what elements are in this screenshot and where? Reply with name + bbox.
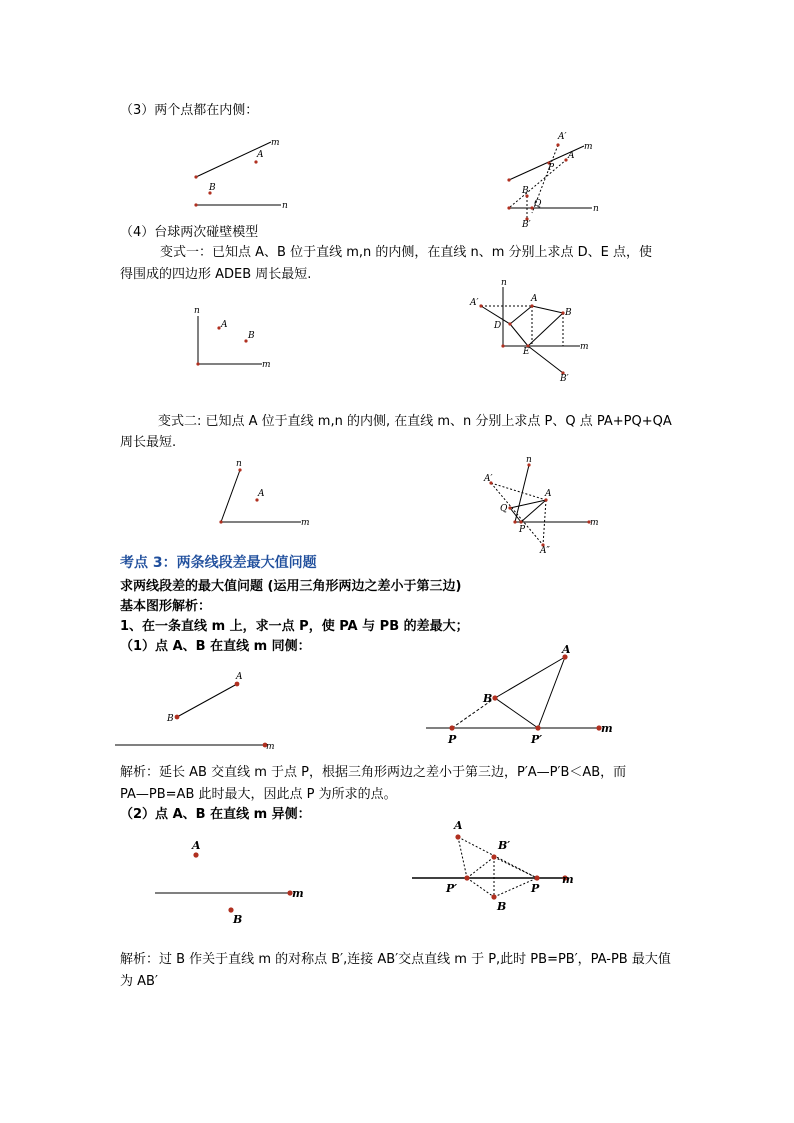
label-n: n xyxy=(236,459,242,469)
label-Q: Q xyxy=(534,199,542,209)
kaodian3-title: 考点 3：两条线段差最大值问题 xyxy=(120,555,317,571)
variant1-line1: 变式一：已知点 A、B 位于直线 m,n 的内侧，在直线 n、m 分别上求点 D、E 点，使 xyxy=(160,245,653,260)
label-n: n xyxy=(194,306,200,316)
label-P-prime: P′ xyxy=(446,882,458,895)
analysis2-line2: 为 AB′ xyxy=(120,974,158,989)
label-A: A xyxy=(454,819,463,832)
label-A: A xyxy=(192,839,201,852)
label-B: B xyxy=(209,183,216,193)
label-n: n xyxy=(501,278,507,288)
label-m: m xyxy=(601,722,613,735)
label-B: B xyxy=(497,900,507,913)
label-A-dprime: A″ xyxy=(540,546,550,556)
label-B-prime: B′ xyxy=(498,839,511,852)
analysis1-line1: 解析：延长 AB 交直线 m 于点 P，根据三角形两边之差小于第三边，P′A—P′B＜AB，而 xyxy=(120,765,627,780)
label-P: P xyxy=(448,733,457,746)
label-P: P xyxy=(519,525,526,535)
label-B: B xyxy=(565,308,572,318)
label-A-prime: A′ xyxy=(470,298,479,308)
label-m: m xyxy=(584,142,593,152)
label-P: P xyxy=(531,882,540,895)
label-n: n xyxy=(593,204,599,214)
label-B: B xyxy=(248,331,255,341)
label-m: m xyxy=(262,360,271,370)
label-B: B xyxy=(167,714,174,724)
label-B: B xyxy=(233,913,243,926)
label-A: A xyxy=(236,672,243,682)
case1-text: （1）点 A、B 在直线 m 同侧： xyxy=(120,639,311,654)
label-D: D xyxy=(494,321,502,331)
case4-heading: （4）台球两次碰壁模型 xyxy=(120,225,259,240)
analysis1-line2: PA—PB=AB 此时最大，因此点 P 为所求的点。 xyxy=(120,787,397,802)
label-A-prime: A′ xyxy=(558,132,567,142)
label-A: A xyxy=(221,320,228,330)
label-A: A xyxy=(562,643,571,656)
label-P-prime: P′ xyxy=(531,733,543,746)
case2-text: （2）点 A、B 在直线 m 异侧： xyxy=(120,807,311,822)
label-B-prime: B′ xyxy=(522,220,531,230)
label-m: m xyxy=(266,742,275,752)
label-A: A xyxy=(568,151,575,161)
item1-text: 1、在一条直线 m 上，求一点 P，使 PA 与 PB 的差最大； xyxy=(120,619,469,634)
label-Q: Q xyxy=(500,504,508,514)
label-m: m xyxy=(301,518,310,528)
basic-analysis: 基本图形解析： xyxy=(120,599,212,614)
label-B: B xyxy=(483,692,493,705)
label-A: A xyxy=(257,150,264,160)
label-P: P xyxy=(548,163,555,173)
variant2-line1: 变式二: 已知点 A 位于直线 m,n 的内侧, 在直线 m、n 分别上求点 P、Q 点 PA+PQ+QA xyxy=(158,414,672,429)
label-m: m xyxy=(271,138,280,148)
label-n: n xyxy=(282,201,288,211)
label-A: A xyxy=(258,489,265,499)
label-B: B xyxy=(522,186,529,196)
label-m: m xyxy=(590,518,599,528)
label-m: m xyxy=(562,873,574,886)
label-m: m xyxy=(580,342,589,352)
label-E: E xyxy=(523,347,530,357)
analysis2-line1: 解析：过 B 作关于直线 m 的对称点 B′,连接 AB′交点直线 m 于 P,此时 PB=PB′，PA-PB 最大值 xyxy=(120,952,671,967)
label-A: A xyxy=(531,294,538,304)
label-A-prime: A′ xyxy=(484,474,493,484)
label-n: n xyxy=(526,455,532,465)
sub-title: 求两线段差的最大值问题 (运用三角形两边之差小于第三边) xyxy=(120,579,462,594)
case3-heading: （3）两个点都在内侧： xyxy=(120,103,259,118)
variant1-line2: 得围成的四边形 ADEB 周长最短. xyxy=(120,267,312,282)
variant2-line2: 周长最短. xyxy=(120,435,177,450)
label-A: A xyxy=(545,489,552,499)
label-m: m xyxy=(292,887,304,900)
label-B-prime: B′ xyxy=(560,374,569,384)
